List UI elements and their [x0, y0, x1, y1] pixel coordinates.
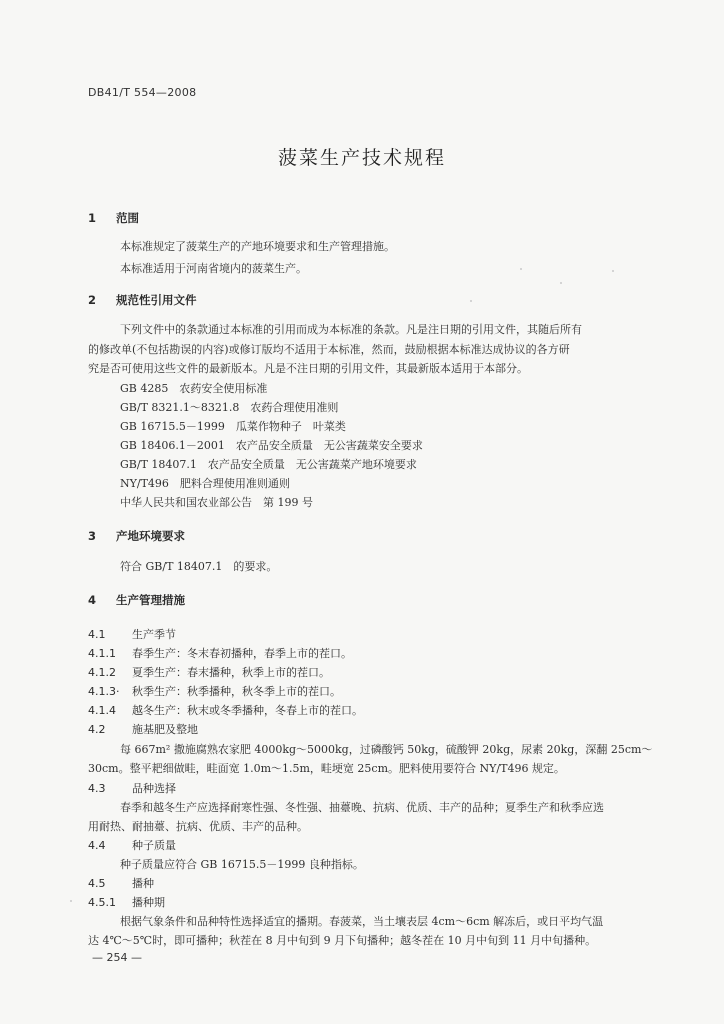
subsection-number: 4.1.4	[88, 704, 116, 717]
subsection-4-1	[88, 626, 176, 642]
paragraph-line: 下列文件中的条款通过本标准的引用而成为本标准的条款。凡是注日期的引用文件，其随后所有	[120, 323, 582, 336]
subsection-number: 4.4	[88, 839, 106, 852]
scan-speck	[470, 300, 472, 302]
subsection-4-5-1	[88, 894, 165, 910]
paragraph-line: 本标准适用于河南省境内的菠菜生产。	[120, 262, 307, 275]
paragraph-line: 本标准规定了菠菜生产的产地环境要求和生产管理措施。	[120, 240, 395, 253]
subsection-4-2	[88, 721, 198, 737]
subsection-4-4	[88, 837, 176, 853]
subsection-4-5	[88, 875, 154, 891]
subsection-4-1-3	[88, 683, 341, 699]
reference-item: GB 16715.5－1999 瓜菜作物种子 叶菜类	[120, 420, 346, 433]
section-title: 规范性引用文件	[116, 293, 197, 307]
paragraph-line: 30cm。整平耙细做畦，畦面宽 1.0m～1.5m，畦埂宽 25cm。肥料使用要符合 NY/T496 规定。	[88, 762, 565, 775]
section-4-heading	[88, 592, 185, 608]
subsection-title: 施基肥及整地	[132, 723, 198, 736]
scan-speck	[560, 282, 562, 284]
subsection-number: 4.5.1	[88, 896, 116, 909]
subsection-number: 4.1.3·	[88, 685, 120, 698]
paragraph-line: 种子质量应符合 GB 16715.5－1999 良种指标。	[120, 858, 364, 871]
subsection-text: 秋季生产：秋季播种，秋冬季上市的茬口。	[132, 685, 341, 698]
subsection-number: 4.1	[88, 628, 106, 641]
reference-item: GB 18406.1－2001 农产品安全质量 无公害蔬菜安全要求	[120, 439, 423, 452]
paragraph-line: 根据气象条件和品种特性选择适宜的播期。春菠菜，当土壤表层 4cm～6cm 解冻后，或日平均气温	[120, 915, 604, 928]
section-number: 3	[88, 529, 97, 543]
section-number: 4	[88, 593, 97, 607]
subsection-title: 种子质量	[132, 839, 176, 852]
section-title: 范围	[116, 211, 139, 225]
scan-speck	[520, 268, 522, 270]
section-3-heading	[88, 528, 185, 544]
subsection-title: 播种	[132, 877, 154, 890]
section-title: 生产管理措施	[116, 593, 185, 607]
subsection-title: 播种期	[132, 896, 165, 909]
subsection-number: 4.1.1	[88, 647, 116, 660]
page-number: — 254 —	[92, 951, 142, 964]
subsection-number: 4.5	[88, 877, 106, 890]
reference-item: NY/T496 肥料合理使用准则通则	[120, 477, 290, 490]
standard-code: DB41/T 554—2008	[88, 86, 197, 99]
section-number: 1	[88, 211, 97, 225]
paragraph-line: 达 4℃～5℃时，即可播种；秋茬在 8 月中旬到 9 月下旬播种；越冬茬在 10 月中旬到 11 月中旬播种。	[88, 934, 597, 947]
subsection-title: 品种选择	[132, 782, 176, 795]
paragraph-line: 春季和越冬生产应选择耐寒性强、冬性强、抽薹晚、抗病、优质、丰产的品种；夏季生产和秋季应选	[120, 801, 604, 814]
reference-item: 中华人民共和国农业部公告 第 199 号	[120, 496, 313, 509]
subsection-4-1-2	[88, 664, 330, 680]
paragraph-line: 用耐热、耐抽薹、抗病、优质、丰产的品种。	[88, 820, 308, 833]
section-2-heading	[88, 292, 197, 308]
subsection-4-1-4	[88, 702, 363, 718]
section-1-heading	[88, 210, 139, 226]
subsection-text: 夏季生产：春末播种，秋季上市的茬口。	[132, 666, 330, 679]
paragraph-line: 的修改单(不包括勘误的内容)或修订版均不适用于本标准，然而，鼓励根据本标准达成协议的各方研	[88, 343, 570, 356]
scan-speck	[70, 900, 72, 902]
reference-item: GB 4285 农药安全使用标准	[120, 382, 268, 395]
reference-item: GB/T 18407.1 农产品安全质量 无公害蔬菜产地环境要求	[120, 458, 417, 471]
subsection-4-1-1	[88, 645, 352, 661]
subsection-text: 越冬生产：秋末或冬季播种，冬春上市的茬口。	[132, 704, 363, 717]
paragraph-line: 符合 GB/T 18407.1 的要求。	[120, 560, 278, 573]
section-number: 2	[88, 293, 97, 307]
paragraph-line: 每 667m² 撒施腐熟农家肥 4000kg～5000kg，过磷酸钙 50kg，硫酸钾 20kg，尿素 20kg，深翻 25cm～	[120, 743, 653, 756]
page-title: 菠菜生产技术规程	[277, 147, 446, 169]
subsection-text: 春季生产：冬末春初播种，春季上市的茬口。	[132, 647, 352, 660]
section-title: 产地环境要求	[116, 529, 185, 543]
scan-speck	[612, 270, 614, 272]
paragraph-line: 究是否可使用这些文件的最新版本。凡是不注日期的引用文件，其最新版本适用于本部分。	[88, 362, 528, 375]
subsection-number: 4.1.2	[88, 666, 116, 679]
subsection-4-3	[88, 780, 176, 796]
subsection-number: 4.3	[88, 782, 106, 795]
reference-item: GB/T 8321.1～8321.8 农药合理使用准则	[120, 401, 339, 414]
subsection-number: 4.2	[88, 723, 106, 736]
subsection-title: 生产季节	[132, 628, 176, 641]
